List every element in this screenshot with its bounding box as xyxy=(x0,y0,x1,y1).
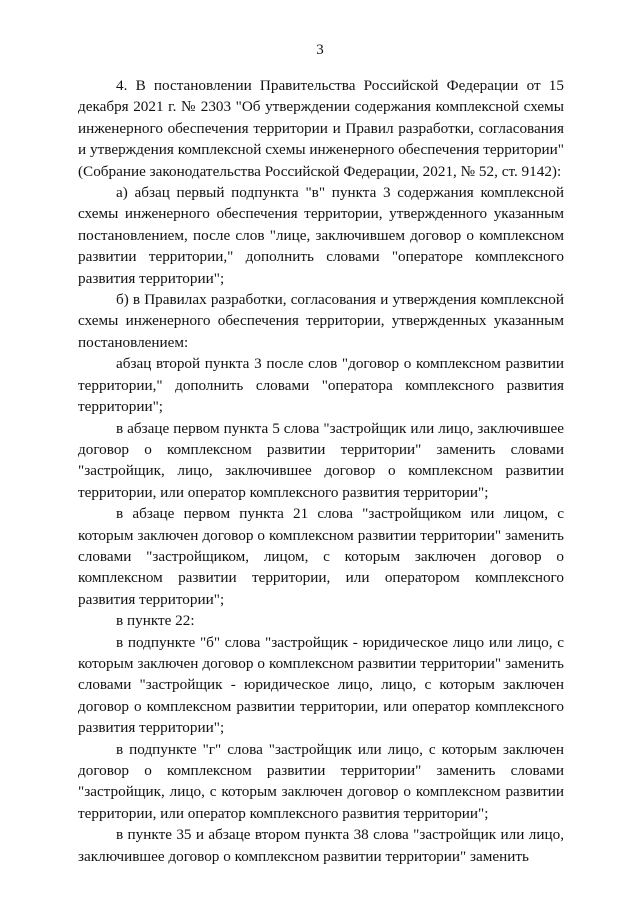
paragraph-item-4: 4. В постановлении Правительства Российской Федерации от 15 декабря 2021 г. № 2303 "Об утверждении содержания комплексной схемы инженерного обеспечения территории и Правил разработки, согласования и утверждения комплексной схемы инженерного обеспечения территории" (Собрание законодательства Российской Федерации, 2021, № 52, ст. 9142): xyxy=(78,77,564,180)
paragraph-subitem-b: б) в Правилах разработки, согласования и утверждения комплексной схемы инженерного обеспечения территории, утвержденных указанным постановлением: xyxy=(78,291,564,351)
paragraph-subitem-a: а) абзац первый подпункта "в" пункта 3 содержания комплексной схемы инженерного обеспечения территории, утвержденного указанным постановлением, после слов "лице, заключившем договор о комплексном развитии территории," дополнить словами "операторе комплексного развития территории"; xyxy=(78,184,564,287)
paragraph-point-35-38: в пункте 35 и абзаце втором пункта 38 слова "застройщик или лицо, заключившее договор о комплексном развитии территории" заменить xyxy=(78,826,564,865)
paragraph-point-3: абзац второй пункта 3 после слов "договор о комплексном развитии территории," дополнить словами "оператора комплексного развития территории"; xyxy=(78,355,564,416)
paragraph-point-22: в пункте 22: xyxy=(116,612,195,630)
document-body xyxy=(78,75,564,867)
paragraph-point-5: в абзаце первом пункта 5 слова "застройщик или лицо, заключившее договор о комплексном развитии территории" заменить словами "застройщик, лицо, заключившее договор о комплексном развитии территории, или оператор комплексного развития территории"; xyxy=(78,419,564,501)
paragraph-point-22-b: в подпункте "б" слова "застройщик - юридическое лицо или лицо, с которым заключен договор о комплексном развитии территории" заменить словами "застройщик - юридическое лицо, лицо, с которым заключен договор о комплексном развитии территории, или оператор комплексного развития территории"; xyxy=(78,633,564,737)
page-number: 3 xyxy=(316,42,324,58)
paragraph-point-21: в абзаце первом пункта 21 слова "застройщиком или лицом, с которым заключен договор о комплексном развитии территории" заменить словами "застройщиком, лицом, с которым заключен договор о комплексном развитии территории, или оператором комплексного развития территории"; xyxy=(78,505,564,608)
paragraph-point-22-g: в подпункте "г" слова "застройщик или лицо, с которым заключен договор о комплексном развитии территории" заменить словами "застройщик, лицо, с которым заключен договор о комплексном развитии территории, или оператор комплексного развития территории"; xyxy=(78,740,564,822)
